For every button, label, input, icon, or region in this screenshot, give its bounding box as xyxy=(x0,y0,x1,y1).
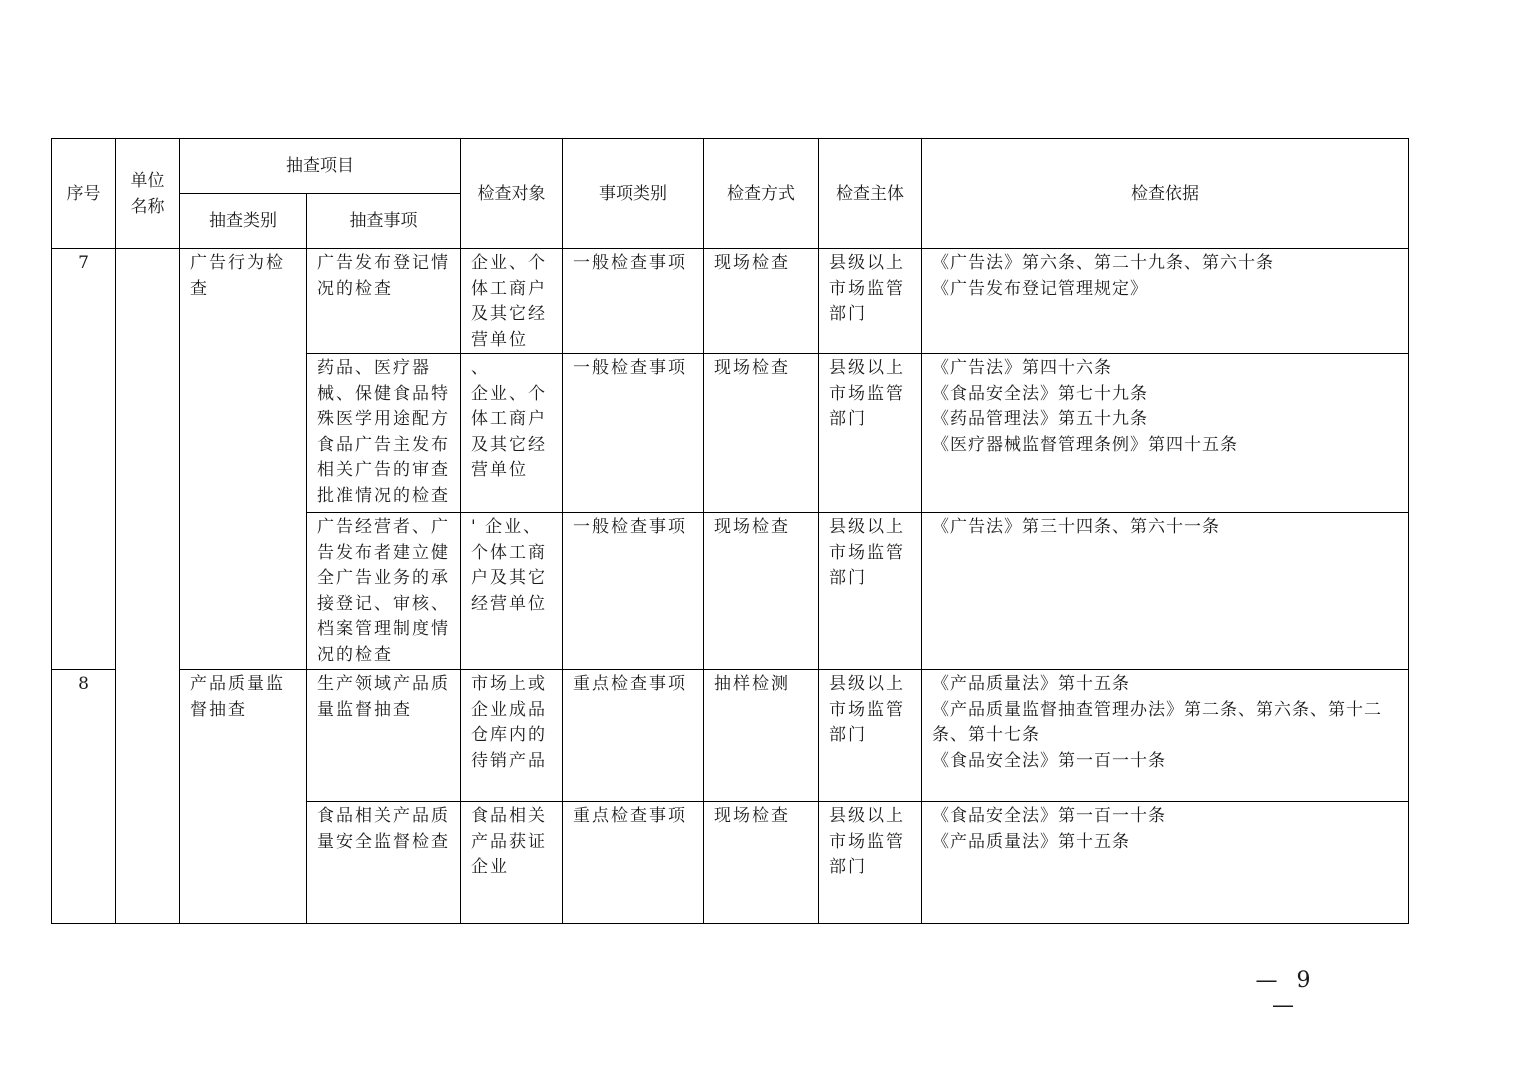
row-method: 现场检查 xyxy=(704,513,819,670)
row-type: 一般检查事项 xyxy=(563,354,704,513)
inspection-table xyxy=(51,138,1409,924)
row-category: 广告行为检查 xyxy=(180,249,307,670)
row-matter: 食品相关产品质量安全监督检查 xyxy=(307,802,461,924)
row-type: 重点检查事项 xyxy=(563,802,704,924)
row-subject: 县级以上市场监管部门 xyxy=(819,670,922,802)
row-target: 食品相关产品获证企业 xyxy=(461,802,563,924)
row-basis: 《食品安全法》第一百一十条 《产品质量法》第十五条 xyxy=(922,802,1409,924)
row-type: 一般检查事项 xyxy=(563,513,704,670)
row-target: 企业、个体工商户及其它经营单位 xyxy=(461,249,563,354)
row-method: 现场检查 xyxy=(704,249,819,354)
row-basis: 《广告法》第四十六条 《食品安全法》第七十九条 《药品管理法》第五十九条 《医疗器械监督管理条例》第四十五条 xyxy=(922,354,1409,513)
row-matter: 药品、医疗器械、保健食品特殊医学用途配方食品广告主发布相关广告的审查批准情况的检查 xyxy=(307,354,461,513)
header-item-group: 抽查项目 xyxy=(180,139,461,194)
row-matter: 广告发布登记情况的检查 xyxy=(307,249,461,354)
header-unit: 单位 名称 xyxy=(116,139,180,249)
table-row xyxy=(52,670,1409,802)
page-number: — 9 — xyxy=(1255,968,1317,1018)
row-matter: 生产领域产品质量监督抽查 xyxy=(307,670,461,802)
row-subject: 县级以上市场监管部门 xyxy=(819,802,922,924)
header-target: 检查对象 xyxy=(461,139,563,249)
header-subject: 检查主体 xyxy=(819,139,922,249)
row-basis: 《广告法》第三十四条、第六十一条 xyxy=(922,513,1409,670)
row-subject: 县级以上市场监管部门 xyxy=(819,354,922,513)
row-category: 产品质量监督抽查 xyxy=(180,670,307,924)
table-row xyxy=(52,249,1409,354)
row-subject: 县级以上市场监管部门 xyxy=(819,249,922,354)
header-basis: 检查依据 xyxy=(922,139,1409,249)
header-category: 抽查类别 xyxy=(180,194,307,249)
row-target: 、 企业、个体工商户及其它经营单位 xyxy=(461,354,563,513)
row-subject: 县级以上市场监管部门 xyxy=(819,513,922,670)
header-seq: 序号 xyxy=(52,139,116,249)
unit-name-cell xyxy=(116,249,180,924)
row-type: 一般检查事项 xyxy=(563,249,704,354)
row-seq: 8 xyxy=(52,670,116,924)
row-matter: 广告经营者、广告发布者建立健全广告业务的承接登记、审核、档案管理制度情况的检查 xyxy=(307,513,461,670)
header-type: 事项类别 xyxy=(563,139,704,249)
row-type: 重点检查事项 xyxy=(563,670,704,802)
row-basis: 《广告法》第六条、第二十九条、第六十条 《广告发布登记管理规定》 xyxy=(922,249,1409,354)
header-matter: 抽查事项 xyxy=(307,194,461,249)
header-method: 检查方式 xyxy=(704,139,819,249)
row-method: 现场检查 xyxy=(704,354,819,513)
row-method: 抽样检测 xyxy=(704,670,819,802)
row-target: ' 企业、个体工商户及其它经营单位 xyxy=(461,513,563,670)
row-seq: 7 xyxy=(52,249,116,670)
row-method: 现场检查 xyxy=(704,802,819,924)
row-target: 市场上或企业成品仓库内的待销产品 xyxy=(461,670,563,802)
row-basis: 《产品质量法》第十五条 《产品质量监督抽查管理办法》第二条、第六条、第十二条、第十七条 《食品安全法》第一百一十条 xyxy=(922,670,1409,802)
